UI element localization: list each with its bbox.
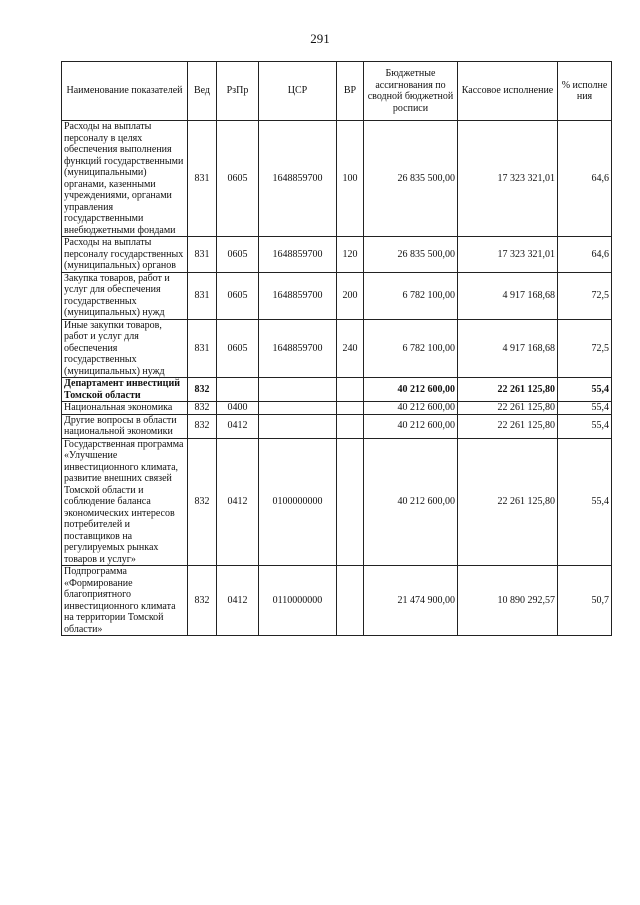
cell-assigned: 6 782 100,00 bbox=[364, 319, 458, 378]
cell-rzpr: 0412 bbox=[217, 414, 259, 438]
cell-vr: 100 bbox=[337, 121, 364, 237]
cell-rzpr: 0605 bbox=[217, 272, 259, 319]
cell-ved: 832 bbox=[188, 414, 217, 438]
cell-assigned: 40 212 600,00 bbox=[364, 378, 458, 402]
header-percent: % исполне ния bbox=[558, 62, 612, 121]
header-ved: Вед bbox=[188, 62, 217, 121]
cell-rzpr: 0605 bbox=[217, 121, 259, 237]
cell-name: Департамент инвестиций Томской области bbox=[62, 378, 188, 402]
table-row bbox=[62, 272, 612, 319]
cell-csr: 1648859700 bbox=[259, 237, 337, 273]
cell-name: Подпрограмма «Формирование благоприятного инвестиционного климата на территории Томской области» bbox=[62, 566, 188, 636]
page-number: 291 bbox=[310, 31, 330, 46]
cell-name: Закупка товаров, работ и услуг для обеспечения государственных (муниципальных) нужд bbox=[62, 272, 188, 319]
cell-ved: 832 bbox=[188, 402, 217, 415]
cell-name: Расходы на выплаты персоналу государственных (муниципальных) органов bbox=[62, 237, 188, 273]
cell-rzpr: 0400 bbox=[217, 402, 259, 415]
cell-assigned: 6 782 100,00 bbox=[364, 272, 458, 319]
cell-executed: 17 323 321,01 bbox=[458, 237, 558, 273]
cell-executed: 22 261 125,80 bbox=[458, 438, 558, 566]
cell-assigned: 26 835 500,00 bbox=[364, 237, 458, 273]
cell-csr: 1648859700 bbox=[259, 121, 337, 237]
cell-percent: 72,5 bbox=[558, 272, 612, 319]
cell-csr bbox=[259, 402, 337, 415]
cell-csr: 1648859700 bbox=[259, 272, 337, 319]
cell-percent: 55,4 bbox=[558, 438, 612, 566]
table-row bbox=[62, 414, 612, 438]
cell-ved: 831 bbox=[188, 272, 217, 319]
cell-ved: 831 bbox=[188, 121, 217, 237]
table-row bbox=[62, 121, 612, 237]
cell-csr: 0110000000 bbox=[259, 566, 337, 636]
cell-vr: 200 bbox=[337, 272, 364, 319]
cell-ved: 832 bbox=[188, 566, 217, 636]
header-executed: Кассовое исполнение bbox=[458, 62, 558, 121]
header-name: Наименование показателей bbox=[62, 62, 188, 121]
table-row bbox=[62, 438, 612, 566]
cell-name: Государственная программа «Улучшение инвестиционного климата, развитие внешних связей Томской области и соблюдение баланса экономических интересов потребителей и поставщиков на регулируемых рынках товаров и услуг» bbox=[62, 438, 188, 566]
cell-executed: 4 917 168,68 bbox=[458, 319, 558, 378]
table-row bbox=[62, 402, 612, 415]
cell-vr: 120 bbox=[337, 237, 364, 273]
cell-percent: 55,4 bbox=[558, 402, 612, 415]
cell-vr bbox=[337, 414, 364, 438]
cell-vr bbox=[337, 378, 364, 402]
cell-csr bbox=[259, 378, 337, 402]
cell-vr: 240 bbox=[337, 319, 364, 378]
header-vr: ВР bbox=[337, 62, 364, 121]
cell-percent: 55,4 bbox=[558, 378, 612, 402]
cell-name: Иные закупки товаров, работ и услуг для обеспечения государственных (муниципальных) нужд bbox=[62, 319, 188, 378]
table-row bbox=[62, 319, 612, 378]
cell-executed: 22 261 125,80 bbox=[458, 402, 558, 415]
cell-rzpr: 0605 bbox=[217, 237, 259, 273]
cell-name: Другие вопросы в области национальной экономики bbox=[62, 414, 188, 438]
table-row bbox=[62, 378, 612, 402]
cell-ved: 831 bbox=[188, 237, 217, 273]
table-row bbox=[62, 566, 612, 636]
cell-name: Национальная экономика bbox=[62, 402, 188, 415]
cell-executed: 10 890 292,57 bbox=[458, 566, 558, 636]
header-csr: ЦСР bbox=[259, 62, 337, 121]
cell-percent: 64,6 bbox=[558, 237, 612, 273]
cell-ved: 832 bbox=[188, 378, 217, 402]
cell-assigned: 21 474 900,00 bbox=[364, 566, 458, 636]
cell-csr bbox=[259, 414, 337, 438]
cell-percent: 72,5 bbox=[558, 319, 612, 378]
cell-rzpr: 0412 bbox=[217, 438, 259, 566]
table-row bbox=[62, 237, 612, 273]
cell-vr bbox=[337, 566, 364, 636]
cell-vr bbox=[337, 438, 364, 566]
cell-csr: 0100000000 bbox=[259, 438, 337, 566]
budget-table bbox=[61, 61, 612, 636]
cell-csr: 1648859700 bbox=[259, 319, 337, 378]
cell-percent: 50,7 bbox=[558, 566, 612, 636]
cell-executed: 22 261 125,80 bbox=[458, 414, 558, 438]
cell-assigned: 40 212 600,00 bbox=[364, 438, 458, 566]
cell-rzpr: 0605 bbox=[217, 319, 259, 378]
cell-executed: 17 323 321,01 bbox=[458, 121, 558, 237]
header-assigned: Бюджетные ассигнования по сводной бюджетной росписи bbox=[364, 62, 458, 121]
cell-name: Расходы на выплаты персоналу в целях обеспечения выполнения функций государственными (муниципальными) органами, казенными учреждениями, органами управления государственными внебюджетными фондами bbox=[62, 121, 188, 237]
cell-assigned: 26 835 500,00 bbox=[364, 121, 458, 237]
cell-percent: 55,4 bbox=[558, 414, 612, 438]
cell-rzpr bbox=[217, 378, 259, 402]
cell-vr bbox=[337, 402, 364, 415]
cell-rzpr: 0412 bbox=[217, 566, 259, 636]
cell-ved: 832 bbox=[188, 438, 217, 566]
cell-percent: 64,6 bbox=[558, 121, 612, 237]
header-rzpr: РзПр bbox=[217, 62, 259, 121]
table-header-row bbox=[62, 62, 612, 121]
cell-executed: 4 917 168,68 bbox=[458, 272, 558, 319]
cell-assigned: 40 212 600,00 bbox=[364, 414, 458, 438]
cell-ved: 831 bbox=[188, 319, 217, 378]
cell-assigned: 40 212 600,00 bbox=[364, 402, 458, 415]
cell-executed: 22 261 125,80 bbox=[458, 378, 558, 402]
